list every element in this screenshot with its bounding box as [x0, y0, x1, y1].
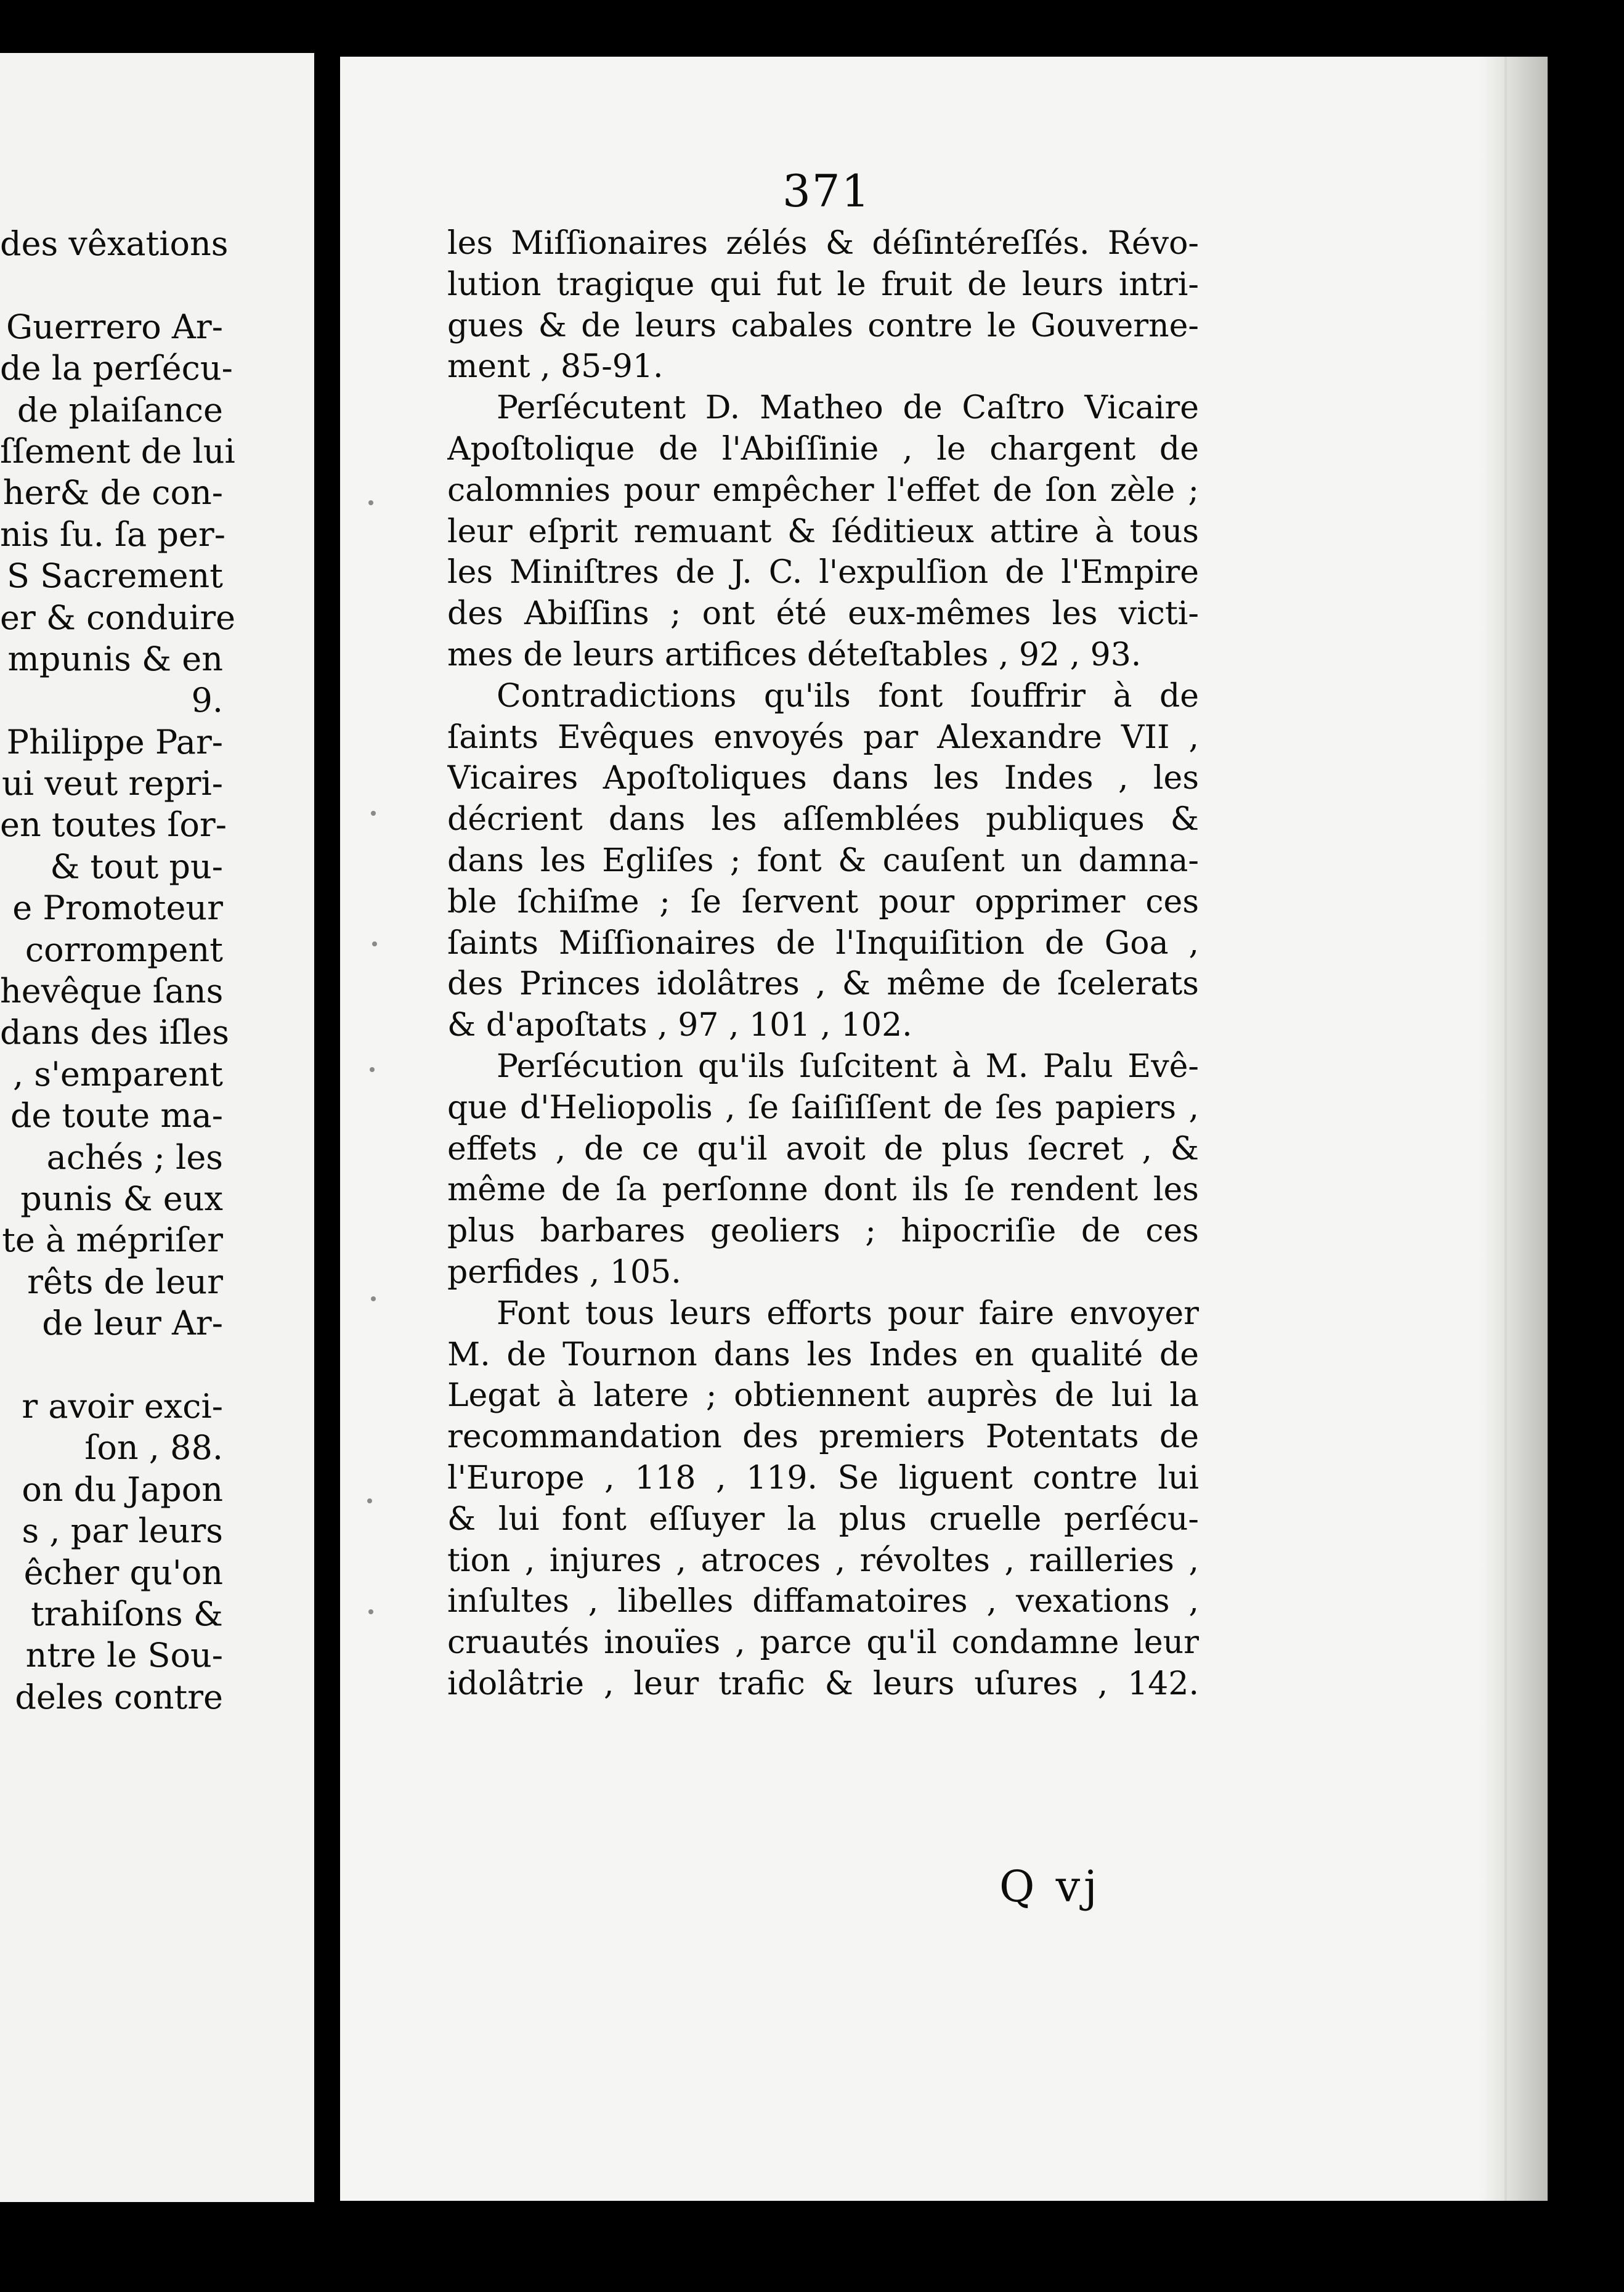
left-page	[0, 53, 314, 2202]
text-line: que d'Heliopolis , ſe ſaiſiſſent de ſes papiers ,	[447, 1089, 1199, 1126]
text-line: M. de Tournon dans les Indes en qualité de	[447, 1336, 1199, 1373]
page-edge	[1480, 57, 1548, 2201]
text-line: gues & de leurs cabales contre le Gouverne-	[447, 307, 1199, 344]
left-text-line: des vêxations	[0, 224, 229, 263]
margin-speck	[367, 1498, 372, 1503]
text-line: tion , injures , atroces , révoltes , railleries ,	[447, 1542, 1199, 1579]
text-line: plus barbares geoliers ; hipocriſie de ces	[447, 1213, 1199, 1250]
left-text-line: er & conduire	[0, 598, 236, 637]
left-text-line: deles contre	[15, 1677, 223, 1717]
text-line: ble ſchiſme ; ſe ſervent pour opprimer ces	[447, 883, 1199, 920]
left-text-line: trahiſons &	[31, 1594, 223, 1633]
left-text-line: mpunis & en	[7, 639, 223, 678]
text-line: inſultes , libelles diffamatoires , vexations ,	[447, 1583, 1199, 1620]
left-text-line	[0, 264, 223, 306]
text-line: perfides , 105.	[447, 1253, 681, 1291]
text-line: effets , de ce qu'il avoit de plus ſecret , &	[447, 1130, 1199, 1168]
left-text-line: r avoir exci-	[22, 1386, 223, 1426]
left-text-line: ſſement de lui	[0, 431, 235, 471]
text-line: décrient dans les aſſemblées publiques &	[447, 801, 1199, 839]
signature-mark: Q vj	[999, 1861, 1101, 1912]
text-line: & lui font eſſuyer la plus cruelle perſécu-	[447, 1500, 1199, 1538]
left-text-line: te à mépriſer	[2, 1221, 223, 1260]
left-text-line: êcher qu'on	[23, 1553, 223, 1592]
left-text-line: de plaiſance	[17, 390, 223, 429]
text-line: ſaints Evêques envoyés par Alexandre VII ,	[447, 718, 1199, 756]
left-text-line: rêts de leur	[27, 1262, 223, 1301]
left-text-line: achés ; les	[46, 1137, 223, 1177]
text-line: cruautés inouïes , parce qu'il condamne leur	[447, 1624, 1199, 1662]
left-text-line: & tout pu-	[50, 847, 223, 886]
left-text-line: s , par leurs	[22, 1511, 223, 1551]
left-text-line: ſon , 88.	[84, 1428, 223, 1468]
left-text-line: de toute ma-	[10, 1096, 223, 1136]
text-line: Vicaires Apoſtoliques dans les Indes , les	[447, 760, 1199, 797]
text-line: mes de leurs artifices déteſtables , 92 , 93.	[447, 636, 1142, 673]
left-text-line: de la perſécu-	[0, 349, 233, 388]
left-text-line: Philippe Par-	[6, 722, 223, 762]
text-line: & d'apoſtats , 97 , 101 , 102.	[447, 1007, 912, 1044]
left-text-line: en toutes ſor-	[0, 805, 227, 845]
text-line: l'Europe , 118 , 119. Se liguent contre lui	[447, 1459, 1199, 1497]
margin-speck	[368, 1609, 373, 1614]
text-line: Contradictions qu'ils font ſouffrir à de	[497, 677, 1199, 715]
left-text-line: de leur Ar-	[42, 1304, 223, 1343]
text-line: même de ſa perſonne dont ils ſe rendent les	[447, 1171, 1199, 1209]
page-number: 371	[782, 165, 871, 217]
margin-speck	[372, 941, 377, 946]
left-text-line: e Promoteur	[12, 888, 223, 928]
text-line: Font tous leurs efforts pour faire envoyer	[497, 1294, 1199, 1332]
left-text-line: hevêque ſans	[0, 972, 224, 1011]
left-text-line: ui veut repri-	[2, 764, 223, 803]
left-text-line: on du Japon	[22, 1469, 223, 1509]
text-line: des Abiſſins ; ont été eux-mêmes les victi-	[447, 595, 1199, 633]
left-text-line: punis & eux	[20, 1179, 223, 1218]
text-line: ſaints Miſſionaires de l'Inquiſition de Goa ,	[447, 924, 1199, 962]
margin-speck	[371, 1296, 376, 1301]
text-line: calomnies pour empêcher l'effet de ſon zèle ;	[447, 471, 1199, 509]
left-text-line: 9.	[191, 681, 223, 720]
text-line: ment , 85-91.	[447, 348, 664, 386]
text-line: des Princes idolâtres , & même de ſcelerats	[447, 965, 1199, 1003]
text-line: Apoſtolique de l'Abiſſinie , le chargent de	[447, 430, 1199, 468]
left-text-line: Guerrero Ar-	[6, 307, 223, 346]
left-page-text	[0, 223, 236, 1718]
left-text-line: dans des iſles	[0, 1013, 230, 1052]
text-line: Perſécutent D. Matheo de Caſtro Vicaire	[497, 389, 1199, 427]
left-text-line: corrompent	[25, 930, 223, 969]
text-line: les Miniſtres de J. C. l'expulſion de l'Empire	[447, 554, 1199, 591]
text-line: dans les Egliſes ; font & cauſent un damna-	[447, 842, 1199, 879]
text-line: recommandation des premiers Potentats de	[447, 1418, 1199, 1456]
text-line: Legat à latere ; obtiennent auprès de lui la	[447, 1377, 1199, 1415]
left-text-line: ntre le Sou-	[25, 1636, 223, 1675]
left-text-line: her& de con-	[2, 473, 223, 513]
text-line: lution tragique qui fut le fruit de leurs intri-	[447, 266, 1199, 303]
left-text-line: , s'emparent	[12, 1054, 223, 1094]
text-line: Perſécution qu'ils ſuſcitent à M. Palu Evê-	[497, 1047, 1199, 1085]
index-entries	[447, 223, 1199, 1705]
text-line: leur eſprit remuant & ſéditieux attire à tous	[447, 513, 1199, 550]
margin-speck	[370, 1067, 375, 1072]
left-text-line: S Sacrement	[7, 556, 223, 596]
left-text-line	[0, 1344, 223, 1386]
text-line: les Miſſionaires zélés & déſintéreſſés. Révo-	[447, 225, 1199, 262]
margin-speck	[371, 811, 376, 816]
right-page	[340, 57, 1548, 2201]
margin-speck	[368, 500, 373, 505]
text-line: idolâtrie , leur trafic & leurs uſures , 142.	[447, 1665, 1199, 1702]
left-text-line: nis ſu. ſa per-	[0, 514, 225, 554]
